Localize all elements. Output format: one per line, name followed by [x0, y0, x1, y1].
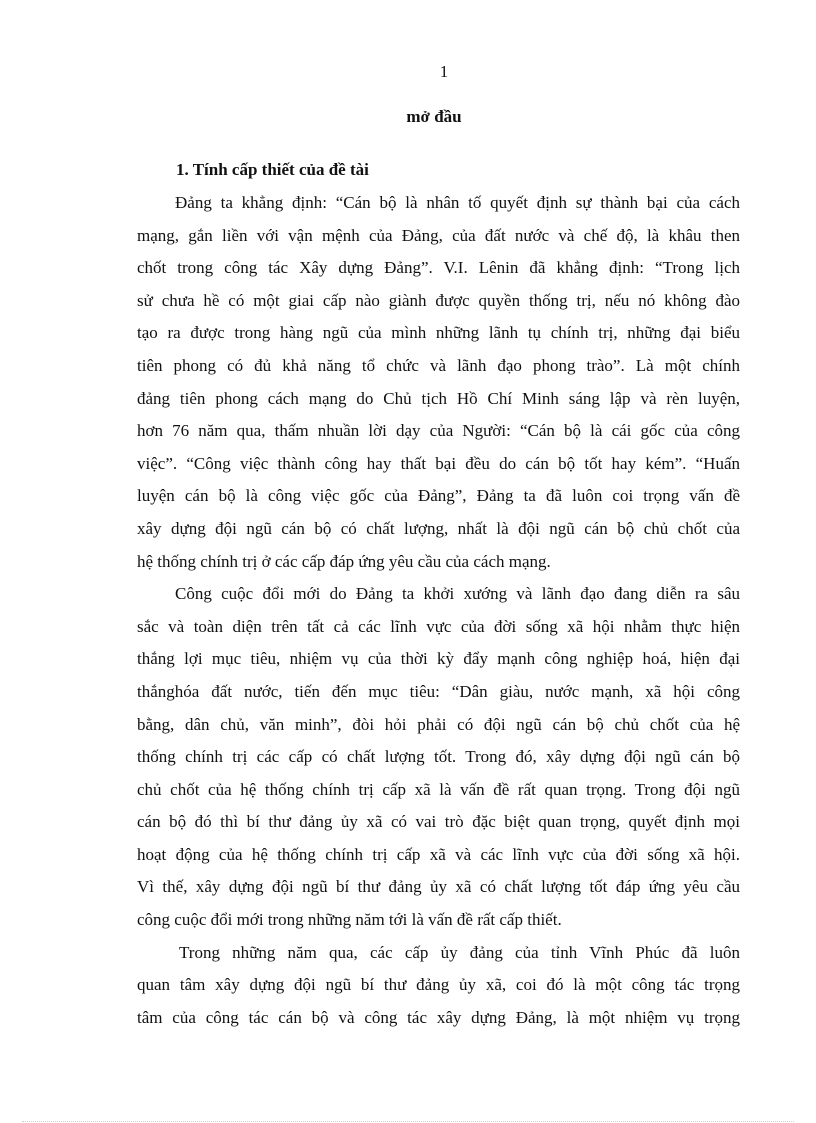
paragraph-1-line: mạng, gắn liền với vận mệnh của Đảng, của đất nước và chế độ, là khâu then — [137, 225, 740, 245]
paragraph-2-line: Vì thế, xây dựng đội ngũ bí thư đảng ủy xã có chất lượng tốt đáp ứng yêu cầu — [137, 877, 740, 897]
paragraph-2-line: thống chính trị các cấp có chất lượng tốt. Trong đó, xây dựng đội ngũ cán bộ — [137, 747, 740, 767]
paragraph-2-line: chủ chốt của hệ thống chính trị cấp xã là vấn đề rất quan trọng. Trong đội ngũ — [137, 779, 740, 799]
paragraph-1-line: hệ thống chính trị ở các cấp đáp ứng yêu cầu của cách mạng. — [137, 551, 551, 571]
paragraph-1-line: hơn 76 năm qua, thấm nhuần lời dạy của Người: “Cán bộ là cái gốc của công — [137, 421, 740, 441]
paragraph-1-line: xây dựng đội ngũ cán bộ có chất lượng, nhất là đội ngũ cán bộ chủ chốt của — [137, 518, 740, 538]
paragraph-2-line: hoạt động của hệ thống chính trị cấp xã và các lĩnh vực của đời sống xã hội. — [137, 844, 740, 864]
paragraph-2-line: bằng, dân chủ, văn minh”, đòi hỏi phải có đội ngũ cán bộ chủ chốt của hệ — [137, 714, 740, 734]
paragraph-1-line: việc”. “Công việc thành công hay thất bại đều do cán bộ tốt hay kém”. “Huấn — [137, 453, 740, 473]
paragraph-1-line: chốt trong công tác Xây dựng Đảng”. V.I. Lênin đã khẳng định: “Trong lịch — [137, 258, 740, 278]
paragraph-2-line: công cuộc đổi mới trong những năm tới là vấn đề rất cấp thiết. — [137, 910, 562, 930]
paragraph-2-line: cán bộ đó thì bí thư đảng ủy xã có vai trò đặc biệt quan trọng, quyết định mọi — [137, 812, 740, 832]
paragraph-1-line: sử chưa hề có một giai cấp nào giành được quyền thống trị, nếu nó không đào — [137, 290, 740, 310]
paragraph-1-line: tạo ra được trong hàng ngũ của mình những lãnh tụ chính trị, những đại biểu — [137, 323, 740, 343]
paragraph-3-line: Trong những năm qua, các cấp ủy đảng của tỉnh Vĩnh Phúc đã luôn — [179, 942, 740, 962]
paragraph-2-line: thắng lợi mục tiêu, nhiệm vụ của thời kỳ đẩy mạnh công nghiệp hoá, hiện đại — [137, 649, 740, 669]
document-heading: mở đầu — [406, 107, 462, 126]
page-number: 1 — [439, 62, 449, 81]
body-text — [137, 187, 740, 1034]
paragraph-1-line: tiên phong có đủ khả năng tổ chức và lãnh đạo phong trào”. Là một chính — [137, 355, 740, 375]
paragraph-2-line: sắc và toàn diện trên tất cả các lĩnh vực của đời sống xã hội nhằm thực hiện — [137, 616, 740, 636]
paragraph-3-line: tâm của công tác cán bộ và công tác xây dựng Đảng, là một nhiệm vụ trọng — [137, 1007, 740, 1027]
paragraph-2-line: Công cuộc đổi mới do Đảng ta khởi xướng và lãnh đạo đang diễn ra sâu — [175, 584, 740, 604]
paragraph-3-line: quan tâm xây dựng đội ngũ bí thư đảng ủy xã, coi đó là một công tác trọng — [137, 975, 740, 995]
page-bottom-border — [22, 1121, 794, 1122]
paragraph-2-line: thắnghóa đất nước, tiến đến mục tiêu: “Dân giàu, nước mạnh, xã hội công — [137, 681, 740, 701]
paragraph-1-line: Đảng ta khẳng định: “Cán bộ là nhân tố quyết định sự thành bại của cách — [175, 193, 740, 212]
paragraph-1-line: đảng tiên phong cách mạng do Chủ tịch Hồ Chí Minh sáng lập và rèn luyện, — [137, 388, 740, 408]
section-title: 1. Tính cấp thiết của đề tài — [176, 160, 369, 179]
paragraph-1-line: luyện cán bộ là công việc gốc của Đảng”, Đảng ta đã luôn coi trọng vấn đề — [137, 486, 740, 506]
